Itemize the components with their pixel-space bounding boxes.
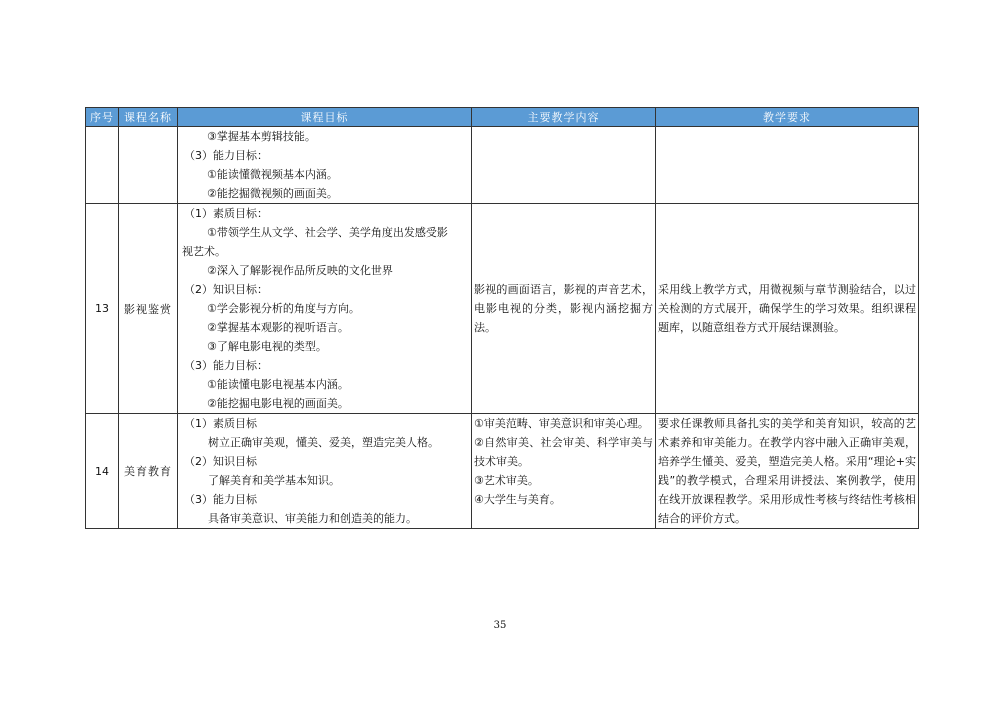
content-cell [472,414,656,529]
table-row-13 [86,204,919,414]
objectives-cell [178,127,472,204]
index-cell [86,127,119,204]
curriculum-table [85,107,919,529]
objective-line: ②能挖掘电影电视的画面美。 [207,397,349,410]
content-cell [472,204,656,414]
index-cell: 14 [86,414,119,529]
header-main-content: 主要教学内容 [472,108,656,127]
content-item: ③艺术审美。 [474,474,539,487]
objective-line: ②深入了解影视作品所反映的文化世界 [207,264,393,277]
content-item: ①审美范畴、审美意识和审美心理。 [474,417,649,430]
objective-line: ②能挖掘微视频的画面美。 [207,187,338,200]
objectives-cell [178,204,472,414]
requirements-cell [656,127,919,204]
objective-line: ①带领学生从文学、社会学、美学角度出发感受影 [207,226,448,239]
content-cell [472,127,656,204]
requirements-text: 采用线上教学方式，用微视频与章节测验结合，以过关检测的方式展开，确保学生的学习效果。组织课程题库，以随意组卷方式开展结课测验。 [658,283,916,334]
requirements-text: 要求任课教师具备扎实的美学和美育知识，较高的艺术素养和审美能力。在教学内容中融入正确审美观，培养学生懂美、爱美，塑造完美人格。采用“理论+实践”的教学模式，合理采用讲授法、案例教学，使用在线开放课程教学。采用形成性考核与终结性考核相结合的评价方式。 [658,417,916,525]
objective-line: （3）能力目标： [184,359,268,372]
header-index: 序号 [86,108,119,127]
header-course-name: 课程名称 [119,108,178,127]
content-item: ②自然审美、社会审美、科学审美与技术审美。 [474,436,653,468]
objective-line: ①学会影视分析的角度与方向。 [207,302,360,315]
requirements-cell [656,414,919,529]
header-teaching-requirements: 教学要求 [656,108,919,127]
objective-line: （1）素质目标： [184,207,268,220]
objective-line: （3）能力目标 [184,493,257,506]
objective-line: （1）素质目标 [184,417,257,430]
objective-line: ①能读懂微视频基本内涵。 [207,168,338,181]
objective-line: 具备审美意识、审美能力和创造美的能力。 [208,512,417,525]
content-item: ④大学生与美育。 [474,493,561,506]
table-row-continued [86,127,919,204]
objective-line: （3）能力目标： [184,149,268,162]
content-text: 影视的画面语言，影视的声音艺术，电影电视的分类，影视内涵挖掘方法。 [474,283,653,334]
table-row-14 [86,414,919,529]
objective-line: （2）知识目标： [184,283,268,296]
course-name-cell [119,127,178,204]
objective-line: ③掌握基本剪辑技能。 [207,130,316,143]
objective-line: ①能读懂电影电视基本内涵。 [207,378,349,391]
objective-line: （2）知识目标 [184,455,257,468]
requirements-cell [656,204,919,414]
course-name-cell: 美育教育 [119,414,178,529]
objective-line: 视艺术。 [182,245,226,258]
objective-line: ③了解电影电视的类型。 [207,340,327,353]
header-course-objectives: 课程目标 [178,108,472,127]
index-cell: 13 [86,204,119,414]
table-header-row [86,108,919,127]
page-number: 35 [493,620,507,631]
objective-line: 了解美育和美学基本知识。 [208,474,340,487]
objective-line: 树立正确审美观，懂美、爱美，塑造完美人格。 [208,436,439,449]
objective-line: ②掌握基本观影的视听语言。 [207,321,349,334]
course-name-cell: 影视鉴赏 [119,204,178,414]
objectives-cell [178,414,472,529]
